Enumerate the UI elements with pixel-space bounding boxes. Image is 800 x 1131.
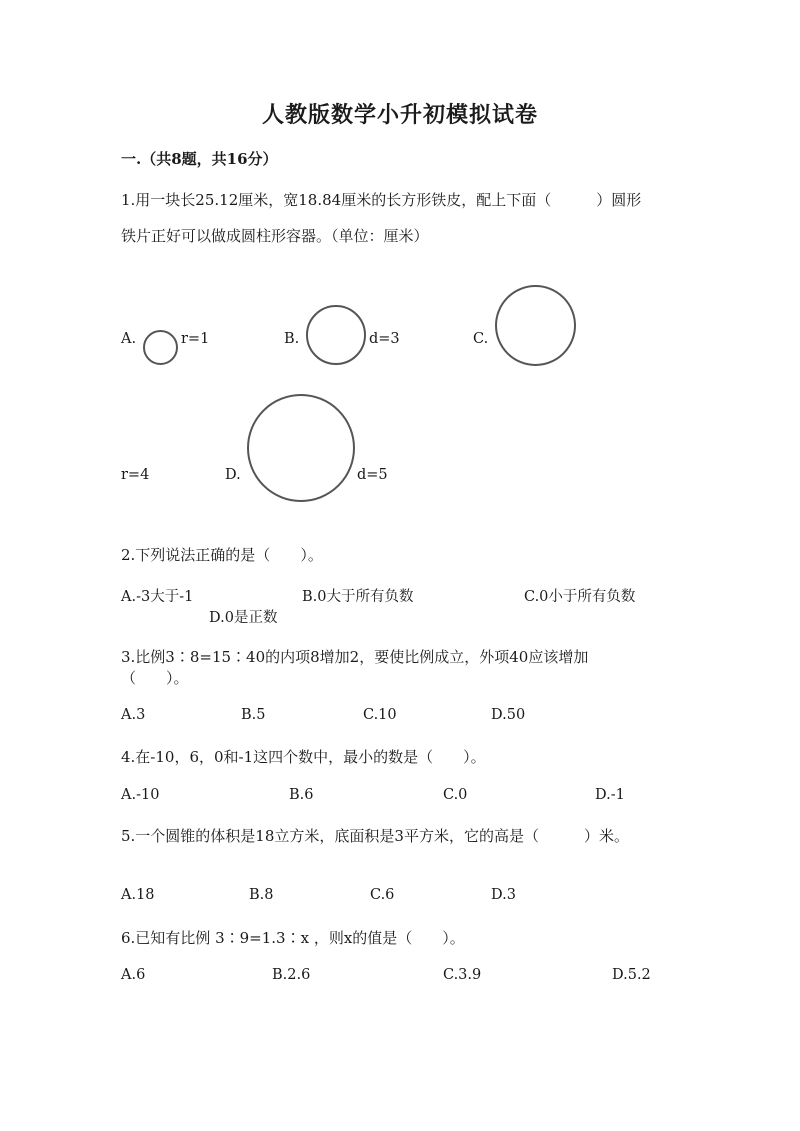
question-1-text-line2: 铁片正好可以做成圆柱形容器。（单位：厘米） — [121, 227, 429, 245]
q1-option-d-letter[interactable]: D. — [225, 467, 241, 483]
question-2-text: 2.下列说法正确的是（ ）。 — [121, 546, 323, 564]
q6-option-b[interactable]: B.2.6 — [272, 967, 311, 983]
q1-option-c-letter[interactable]: C. — [473, 331, 489, 347]
q6-option-a[interactable]: A.6 — [121, 967, 146, 983]
q2-option-a[interactable]: A.-3大于-1 — [121, 589, 194, 605]
q1-option-d-circle — [247, 394, 355, 502]
q1-option-b-letter[interactable]: B. — [284, 331, 300, 347]
question-3-text-line1: 3.比例3∶8=15∶40的内项8增加2，要使比例成立，外项40应该增加 — [121, 648, 589, 666]
q1-option-d-label: d=5 — [357, 467, 388, 483]
q1-option-c-label: r=4 — [121, 467, 150, 483]
q5-option-a[interactable]: A.18 — [121, 887, 155, 903]
q4-option-d[interactable]: D.-1 — [595, 787, 625, 803]
question-5-text: 5.一个圆锥的体积是18立方米，底面积是3平方米，它的高是（ ）米。 — [121, 827, 629, 845]
q1-option-a-circle — [143, 330, 178, 365]
q1-option-c-circle — [495, 285, 576, 366]
q3-option-c[interactable]: C.10 — [363, 707, 397, 723]
q3-option-d[interactable]: D.50 — [491, 707, 526, 723]
section-heading: 一.（共8题，共16分） — [121, 150, 278, 168]
question-3-text-line2: （ ）。 — [121, 669, 189, 687]
q4-option-c[interactable]: C.0 — [443, 787, 468, 803]
q1-option-b-circle — [306, 305, 366, 365]
q1-option-a-letter[interactable]: A. — [121, 331, 137, 347]
question-4-text: 4.在-10，6，0和-1这四个数中，最小的数是（ ）。 — [121, 748, 486, 766]
q2-option-d[interactable]: D.0是正数 — [209, 610, 278, 626]
q6-option-c[interactable]: C.3.9 — [443, 967, 482, 983]
q3-option-b[interactable]: B.5 — [241, 707, 266, 723]
q3-option-a[interactable]: A.3 — [121, 707, 146, 723]
q2-option-c[interactable]: C.0小于所有负数 — [524, 589, 636, 605]
page-title: 人教版数学小升初模拟试卷 — [261, 102, 538, 128]
q4-option-b[interactable]: B.6 — [289, 787, 314, 803]
q1-option-b-label: d=3 — [369, 331, 400, 347]
q5-option-d[interactable]: D.3 — [491, 887, 516, 903]
q1-option-a-label: r=1 — [181, 331, 210, 347]
q6-option-d[interactable]: D.5.2 — [612, 967, 651, 983]
q2-option-b[interactable]: B.0大于所有负数 — [302, 589, 414, 605]
q4-option-a[interactable]: A.-10 — [121, 787, 160, 803]
question-6-text: 6.已知有比例 3∶9=1.3∶x ，则x的值是（ ）。 — [121, 929, 465, 947]
q5-option-c[interactable]: C.6 — [370, 887, 395, 903]
q5-option-b[interactable]: B.8 — [249, 887, 274, 903]
question-1-text-line1: 1.用一块长25.12厘米，宽18.84厘米的长方形铁皮，配上下面（ ）圆形 — [121, 191, 642, 209]
